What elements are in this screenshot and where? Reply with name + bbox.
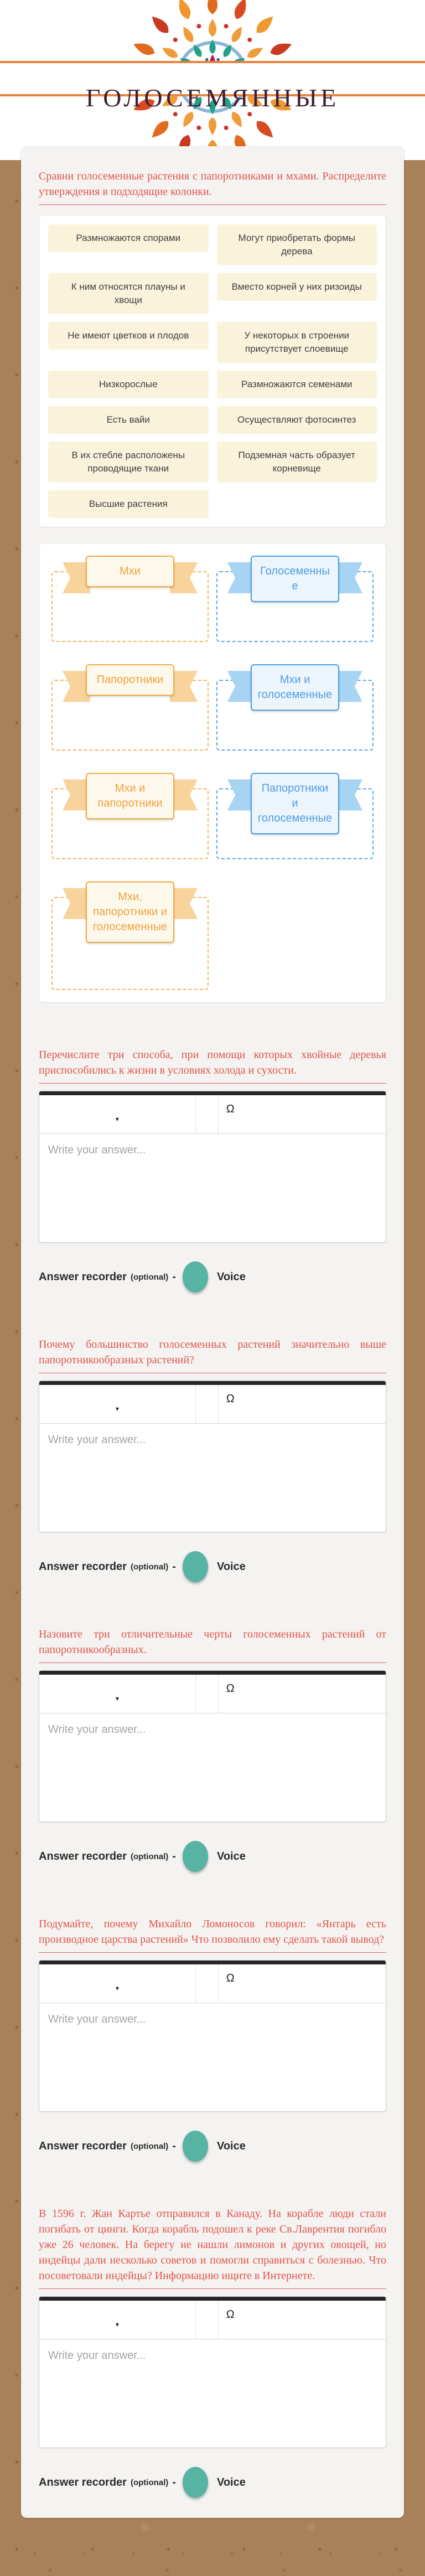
page-title: ГОЛОСЕМЯННЫЕ [85, 84, 340, 112]
question-divider [39, 204, 386, 205]
editor-top-bar [39, 1671, 386, 1675]
recorder-label: Answer recorder [39, 1850, 127, 1862]
editor-top-bar [39, 1091, 386, 1095]
answer-recorder-row [39, 2131, 386, 2162]
answer-input[interactable] [39, 1134, 386, 1242]
question-text: Подумайте, почему Михайло Ломоносов говорил: «Янтарь есть производное царства растений» Что позволило ему сделать такой вывод? [39, 1918, 386, 1946]
answer-recorder-row [39, 1841, 386, 1872]
statement-card[interactable]: Могут приобретать формы дерева [217, 224, 377, 265]
special-characters-icon[interactable]: Ω [219, 1095, 235, 1115]
drop-zone-cell [216, 664, 374, 751]
question-text: Перечислите три способа, при помощи которых хвойные деревья приспособились к жизни в условиях холода и сухости. [39, 1049, 386, 1076]
zone-ribbon-label: Папоротники и голосеменные [251, 773, 339, 834]
zone-ribbon-label: Голосеменные [251, 556, 339, 602]
editor-toolbar [39, 1675, 386, 1713]
editor-format-cell [39, 1095, 195, 1133]
toolbar-spacer [196, 1095, 218, 1133]
zone-ribbon [86, 773, 174, 819]
zone-ribbon-label: Мхи, папоротники и голосеменные [86, 881, 174, 943]
format-dropdown-icon[interactable]: ▾ [116, 1105, 119, 1133]
zone-ribbon [86, 881, 174, 943]
question-divider [39, 2288, 386, 2289]
answer-recorder-row [39, 1261, 386, 1292]
drop-zone-ferns[interactable] [51, 674, 209, 751]
zone-ribbon [251, 773, 339, 834]
answer-editor [39, 2296, 386, 2448]
special-characters-icon[interactable]: Ω [219, 1675, 235, 1695]
drop-zone-cell [216, 556, 374, 642]
toolbar-spacer [196, 1964, 218, 2003]
recorder-optional-label: (optional) [130, 2141, 169, 2151]
open-question-section [39, 1916, 386, 2162]
statements-grid [48, 224, 377, 518]
recorder-dash: - [172, 2139, 176, 2152]
statement-card[interactable]: Размножаются семенами [217, 371, 377, 398]
voice-record-button[interactable] [183, 2131, 208, 2162]
recorder-dash: - [172, 2476, 176, 2488]
toolbar-spacer [196, 1385, 218, 1423]
format-dropdown-icon[interactable]: ▾ [116, 1394, 119, 1423]
answer-input[interactable] [39, 2003, 386, 2111]
answer-input[interactable] [39, 1713, 386, 1821]
zone-ribbon [251, 556, 339, 602]
statement-card[interactable]: Подземная часть образует корневище [217, 442, 377, 483]
editor-toolbar [39, 1095, 386, 1134]
format-dropdown-icon[interactable]: ▾ [116, 2310, 119, 2339]
drop-zone-mosses-gymnosperms[interactable] [216, 674, 374, 751]
drop-zones-grid [51, 556, 374, 990]
editor-top-bar [39, 1381, 386, 1385]
statement-card[interactable]: Вместо корней у них ризоиды [217, 273, 377, 301]
question-text: Назовите три отличительные черты голосеменных растений от папоротникообразных. [39, 1628, 386, 1656]
editor-top-bar [39, 1961, 386, 1964]
drop-zone-mosses[interactable] [51, 565, 209, 642]
statement-card[interactable]: Размножаются спорами [48, 224, 209, 252]
statement-card[interactable]: К ним относятся плауны и хвощи [48, 273, 209, 314]
editor-format-cell [39, 1385, 195, 1423]
question-divider [39, 1662, 386, 1663]
open-question-section [39, 2206, 386, 2498]
zone-ribbon-label: Мхи и папоротники [86, 773, 174, 819]
editor-toolbar [39, 2301, 386, 2339]
statement-card[interactable]: Низкорослые [48, 371, 209, 398]
recorder-dash: - [172, 1270, 176, 1283]
voice-label: Voice [216, 1270, 246, 1283]
zone-ribbon-label: Папоротники [86, 664, 174, 696]
question-divider [39, 1952, 386, 1953]
worksheet-body [21, 146, 404, 2518]
format-dropdown-icon[interactable]: ▾ [116, 1684, 119, 1713]
editor-toolbar [39, 1385, 386, 1424]
recorder-dash: - [172, 1850, 176, 1862]
question-text: Почему большинство голосеменных растений значительно выше папоротникообразных растений? [39, 1338, 386, 1366]
voice-record-button[interactable] [183, 1261, 208, 1292]
statement-card[interactable]: Осуществляют фотосинтез [217, 406, 377, 434]
recorder-optional-label: (optional) [130, 1272, 169, 1282]
recorder-optional-label: (optional) [130, 1562, 169, 1572]
statements-panel [39, 215, 386, 527]
zone-ribbon [86, 556, 174, 587]
drop-zone-cell [51, 881, 209, 990]
answer-editor [39, 1091, 386, 1243]
sort-task-question: Сравни голосеменные растения с папоротниками и мхами. Распределите утверждения в подходящие колонки. [39, 170, 386, 198]
answer-editor [39, 1670, 386, 1822]
zone-ribbon [251, 664, 339, 711]
zone-ribbon [86, 664, 174, 696]
voice-record-button[interactable] [183, 1841, 208, 1872]
special-characters-icon[interactable]: Ω [219, 1385, 235, 1405]
open-question-section [39, 1626, 386, 1872]
recorder-label: Answer recorder [39, 2476, 127, 2488]
editor-top-bar [39, 2297, 386, 2301]
recorder-optional-label: (optional) [130, 1851, 169, 1861]
voice-label: Voice [216, 2476, 246, 2488]
answer-recorder-row [39, 1551, 386, 1582]
special-characters-icon[interactable]: Ω [219, 1964, 235, 1984]
statement-card[interactable]: В их стебле расположены проводящие ткани [48, 442, 209, 483]
voice-label: Voice [216, 1560, 246, 1573]
editor-format-cell [39, 1675, 195, 1713]
recorder-label: Answer recorder [39, 1560, 127, 1573]
header-rule-top [0, 61, 425, 63]
toolbar-spacer [196, 2301, 218, 2339]
drop-zone-gymnosperms[interactable] [216, 565, 374, 642]
statement-card[interactable]: У некоторых в строении присутствует слоевище [217, 322, 377, 363]
statement-card[interactable]: Есть вайи [48, 406, 209, 434]
worksheet-header [0, 0, 425, 160]
voice-label: Voice [216, 2139, 246, 2152]
drop-zone-cell [51, 556, 209, 642]
question-text: В 1596 г. Жан Картье отправился в Канаду. На корабле люди стали погибать от цинги. Когда корабль подошел к реке Св.Лаврентия погибло уже 26 человек. На берегу не нашли лимонов и других овощей, но индейцы дали несколько советов и помогли справиться с болезнью. Что посоветовали индейцы? Информацию ищите в Интернете. [39, 2208, 386, 2282]
question-divider [39, 1083, 386, 1084]
recorder-optional-label: (optional) [130, 2477, 169, 2487]
drop-zone-cell [51, 664, 209, 751]
toolbar-spacer [196, 1675, 218, 1713]
drop-zone-cell [216, 773, 374, 859]
statement-card[interactable]: Не имеют цветков и плодов [48, 322, 209, 350]
drop-zone-mosses-ferns[interactable] [51, 782, 209, 859]
voice-record-button[interactable] [183, 2467, 208, 2498]
drop-zone-cell [51, 773, 209, 859]
statement-card[interactable]: Высшие растения [48, 490, 209, 518]
editor-toolbar [39, 1964, 386, 2003]
format-dropdown-icon[interactable]: ▾ [116, 1974, 119, 2003]
answer-recorder-row [39, 2467, 386, 2498]
zone-ribbon-label: Мхи и голосеменные [251, 664, 339, 711]
answer-editor [39, 1381, 386, 1532]
drop-zone-ferns-gymnosperms[interactable] [216, 782, 374, 859]
special-characters-icon[interactable]: Ω [219, 2301, 235, 2321]
voice-record-button[interactable] [183, 1551, 208, 1582]
editor-format-cell [39, 1964, 195, 2003]
answer-input[interactable] [39, 2339, 386, 2447]
open-question-section [39, 1047, 386, 1292]
drop-zone-all-groups[interactable] [51, 891, 209, 990]
editor-format-cell [39, 2301, 195, 2339]
drop-zones-panel [39, 543, 386, 1003]
voice-label: Voice [216, 1850, 246, 1862]
recorder-dash: - [172, 1560, 176, 1573]
zone-ribbon-label: Мхи [86, 556, 174, 587]
recorder-label: Answer recorder [39, 2139, 127, 2152]
open-question-section [39, 1337, 386, 1582]
answer-input[interactable] [39, 1424, 386, 1532]
recorder-label: Answer recorder [39, 1270, 127, 1283]
answer-editor [39, 1960, 386, 2112]
